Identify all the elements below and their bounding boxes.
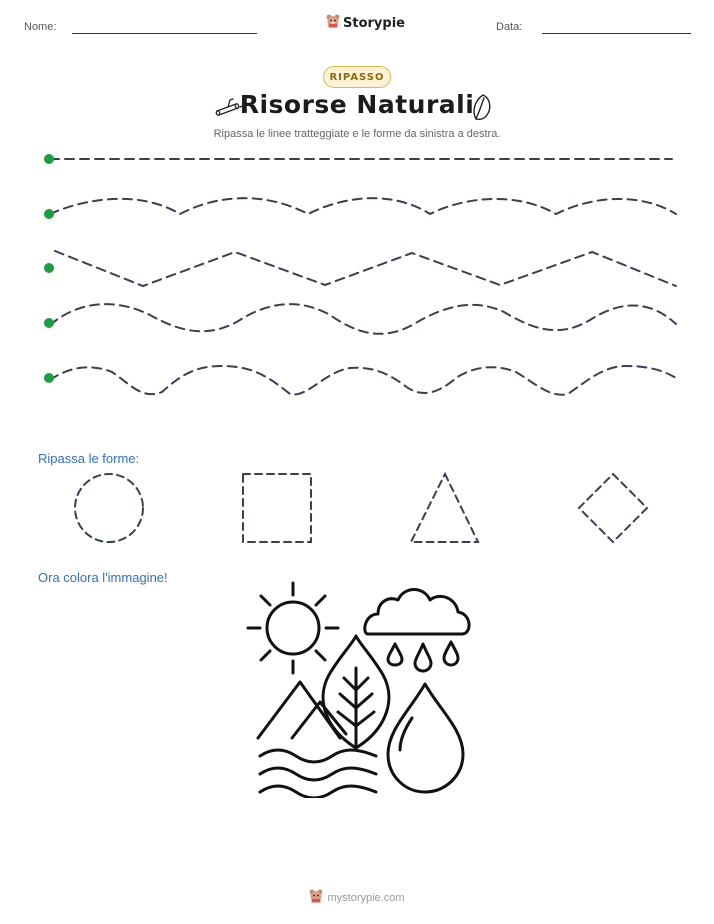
coloring-image[interactable] [240, 578, 480, 798]
page-title: Risorse Naturali [239, 90, 475, 119]
footer [0, 889, 714, 906]
tracing-triangle [411, 474, 478, 542]
footer-url[interactable]: mystorypie.com [327, 891, 405, 904]
name-label: Nome: [24, 21, 57, 33]
storypie-bear-icon [326, 14, 340, 32]
tracing-line-wave-2 [50, 304, 676, 334]
sun-icon [248, 583, 338, 673]
brand-name: Storypie [343, 15, 405, 31]
review-badge: RIPASSO [323, 66, 391, 88]
start-dot [44, 154, 54, 164]
shapes-section-label: Ripassa le forme: [38, 451, 140, 466]
start-dot [44, 209, 54, 219]
raindrop-icon [388, 644, 402, 665]
raindrop-icon [444, 642, 458, 665]
tracing-line-wave-3 [50, 366, 676, 395]
tracing-shapes[interactable] [0, 468, 714, 548]
raindrop-icon [415, 644, 431, 671]
page-subtitle: Ripassa le linee tratteggiate e le forme da sinistra a destra. [213, 128, 501, 140]
name-line[interactable] [72, 33, 257, 34]
date-line[interactable] [542, 33, 691, 34]
leaf-icon [470, 92, 496, 122]
start-dot [44, 318, 54, 328]
cloud-icon [365, 590, 469, 635]
storypie-bear-icon [309, 889, 323, 906]
tree-icon [323, 636, 389, 750]
date-label: Data: [496, 21, 523, 33]
color-section-label: Ora colora l'immagine! [38, 570, 168, 585]
tracing-circle [75, 474, 143, 542]
tracing-line-zigzag [55, 251, 676, 286]
tracing-diamond [579, 474, 647, 542]
start-dot [44, 373, 54, 383]
water-waves-icon [260, 750, 376, 798]
start-dot [44, 263, 54, 273]
brand-logo [326, 14, 405, 32]
tracing-square [243, 474, 311, 542]
water-drop-icon [388, 684, 463, 792]
tracing-lines[interactable] [0, 140, 714, 400]
tracing-line-wave-1 [50, 198, 676, 214]
